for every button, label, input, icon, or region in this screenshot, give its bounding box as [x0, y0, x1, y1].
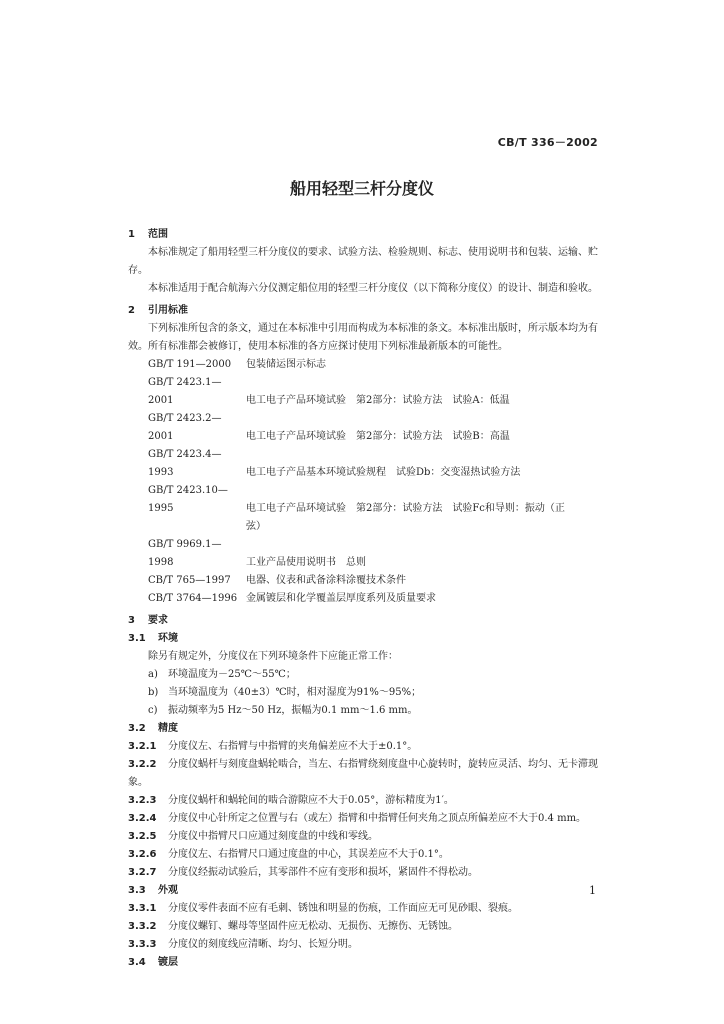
list-item: c) 振动频率为5 Hz～50 Hz，振幅为0.1 mm～1.6 mm。: [148, 705, 418, 716]
section-title: 要求: [148, 615, 168, 626]
section-heading-1: [128, 226, 598, 244]
reference-item: GB/T 2423.1—2001 电工电子产品环境试验 第2部分：试验方法 试验A：低温: [148, 377, 510, 406]
clause-item: 3.2.1 分度仪左、右指臂与中指臂的夹角偏差应不大于±0.1°。: [128, 741, 418, 752]
document-title: 船用轻型三杆分度仪: [289, 179, 434, 198]
subsection-heading-3-4: 3.4 镀层: [128, 957, 178, 968]
clause-item: 3.2.4 分度仪中心针所定之位置与右（或左）指臂和中指臂任何夹角之顶点所偏差应不大于0.4 mm。: [128, 813, 587, 824]
clause-item: 3.2.5 分度仪中指臂尺口应通过刻度盘的中线和零线。: [128, 831, 378, 842]
reference-item: CB/T 3764—1996 金属镀层和化学覆盖层厚度系列及质量要求: [148, 593, 436, 604]
clause-item: 3.2.7 分度仪经振动试验后，其零部件不应有变形和损坏，紧固件不得松动。: [128, 867, 478, 878]
section-title: 范围: [148, 229, 168, 240]
standard-code: CB/T 336－2002: [497, 136, 598, 149]
clause-item: 3.3.1 分度仪零件表面不应有毛刺、锈蚀和明显的伤痕，工作面应无可见砂眼、裂痕。: [128, 903, 518, 914]
section-heading-2: [128, 302, 598, 320]
scope-paragraph-2: 本标准适用于配合航海六分仪测定船位用的轻型三杆分度仪（以下简称分度仪）的设计、制造和验收。: [148, 283, 598, 294]
clause-item: 3.2.3 分度仪蜗杆和蜗轮间的啮合游隙应不大于0.05°，游标精度为1′。: [128, 795, 454, 806]
clause-item: 3.2.6 分度仪左、右指臂尺口通过度盘的中心，其误差应不大于0.1°。: [128, 849, 449, 860]
clause-item: 3.3.3 分度仪的刻度线应清晰、均匀、长短分明。: [128, 939, 358, 950]
section-title: 引用标准: [148, 305, 188, 316]
section-number: 2: [128, 305, 135, 316]
environment-intro: 除另有规定外，分度仪在下列环境条件下应能正常工作：: [148, 651, 398, 662]
clause-item: 3.2.2 分度仪蜗杆与刻度盘蜗轮啮合，当左、右指臂绕刻度盘中心旋转时，旋转应灵活、均匀、无卡滞现象。: [128, 759, 598, 788]
section-number: 1: [128, 229, 135, 240]
reference-item: GB/T 2423.10—1995 电工电子产品环境试验 第2部分：试验方法 试验Fc和导则：振动（正: [148, 485, 565, 514]
scope-paragraph-1: 本标准规定了船用轻型三杆分度仪的要求、试验方法、检验规则、标志、使用说明书和包装、运输、贮存。: [128, 247, 598, 276]
section-number: 3: [128, 615, 135, 626]
page-number: 1: [589, 884, 596, 897]
references-paragraph: 下列标准所包含的条文，通过在本标准中引用而构成为本标准的条文。本标准出版时，所示版本均为有效。所有标准都会被修订，使用本标准的各方应探讨使用下列标准最新版本的可能性。: [128, 323, 598, 352]
reference-item: GB/T 9969.1—1998 工业产品使用说明书 总则: [148, 539, 366, 568]
list-item: a) 环境温度为－25℃～55℃；: [148, 669, 296, 680]
subsection-heading-3-1: 3.1 环境: [128, 633, 178, 644]
subsection-heading-3-2: 3.2 精度: [128, 723, 178, 734]
subsection-heading-3-3: 3.3 外观: [128, 885, 178, 896]
list-item: b) 当环境温度为（40±3）℃时，相对湿度为91%～95%；: [148, 687, 422, 698]
reference-item-continuation: 弦）: [246, 521, 266, 532]
section-heading-3: [128, 612, 598, 630]
document-body: [128, 222, 598, 972]
clause-item: 3.3.2 分度仪螺钉、螺母等坚固件应无松动、无损伤、无擦伤、无锈蚀。: [128, 921, 458, 932]
reference-item: GB/T 2423.2—2001 电工电子产品环境试验 第2部分：试验方法 试验B：高温: [148, 413, 510, 442]
reference-item: GB/T 191—2000 包装储运图示标志: [148, 359, 326, 370]
reference-item: CB/T 765—1997 电器、仪表和武备涂料涂覆技术条件: [148, 575, 406, 586]
reference-item: GB/T 2423.4—1993 电工电子产品基本环境试验规程 试验Db：交变湿热试验方法: [148, 449, 521, 478]
